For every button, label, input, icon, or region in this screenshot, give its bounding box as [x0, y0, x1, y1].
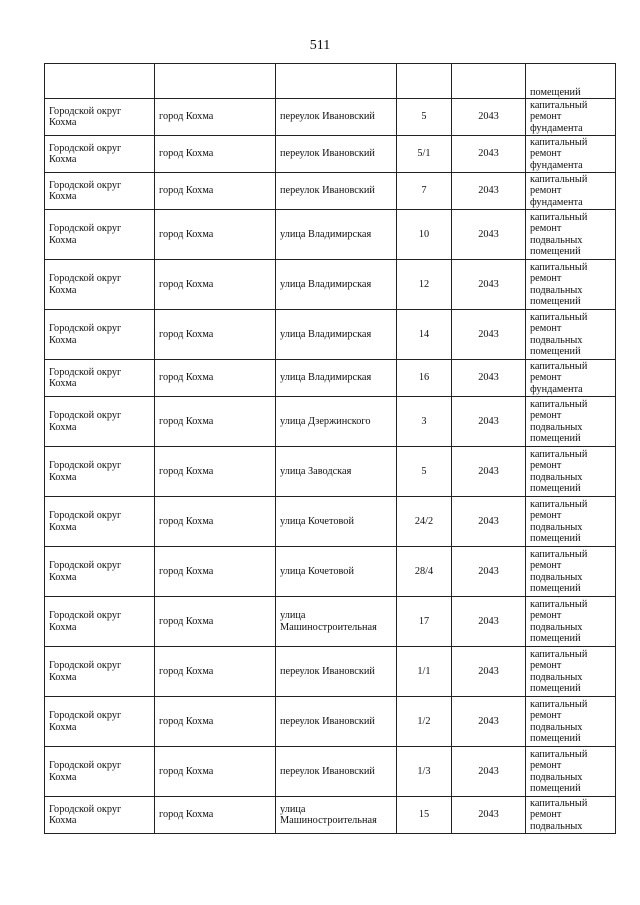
table-row — [45, 397, 616, 447]
cell-street: переулок Ивановский — [276, 99, 397, 136]
cell-street: улица Владимирская — [276, 360, 397, 397]
cell-municipality: Городской округ Кохма — [45, 260, 155, 310]
cell-work — [526, 797, 616, 834]
table-row — [45, 747, 616, 797]
cell-work — [526, 747, 616, 797]
cell-year: 2043 — [452, 260, 526, 310]
cell-year: 2043 — [452, 310, 526, 360]
cell-municipality: Городской округ Кохма — [45, 310, 155, 360]
cell-year: 2043 — [452, 397, 526, 447]
cell-work — [526, 136, 616, 173]
table-row — [45, 547, 616, 597]
table-row — [45, 697, 616, 747]
cell-city: город Кохма — [155, 797, 276, 834]
work-line: подвальных — [530, 284, 583, 296]
work-line: помещений — [530, 433, 581, 444]
cell-year: 2043 — [452, 697, 526, 747]
work-line: ремонт — [530, 223, 562, 234]
cell-street: переулок Ивановский — [276, 747, 397, 797]
cell-street: улица Владимирская — [276, 210, 397, 260]
table-row — [45, 260, 616, 310]
work-line: помещений — [530, 483, 581, 494]
work-line: помещений — [530, 733, 581, 744]
work-line: помещений — [530, 296, 581, 307]
cell-house: 7 — [397, 173, 452, 210]
cell-house: 5/1 — [397, 136, 452, 173]
table-row — [45, 173, 616, 210]
cell-year: 2043 — [452, 360, 526, 397]
work-line: помещений — [530, 533, 581, 544]
table-row — [45, 797, 616, 834]
work-line: ремонт — [530, 809, 562, 821]
work-line: ремонт — [530, 710, 562, 721]
cell-year: 2043 — [452, 647, 526, 697]
cell-work — [526, 497, 616, 547]
cell-city: город Кохма — [155, 260, 276, 310]
cell-municipality: Городской округ Кохма — [45, 99, 155, 136]
cell-city: город Кохма — [155, 647, 276, 697]
work-line: ремонт — [530, 760, 562, 771]
cell-work — [526, 310, 616, 360]
cell-street: улица Заводская — [276, 447, 397, 497]
cell-city: город Кохма — [155, 497, 276, 547]
work-line: капитальный — [530, 748, 588, 760]
work-line: помещений — [530, 246, 581, 257]
cell-municipality: Городской округ Кохма — [45, 497, 155, 547]
work-line: ремонт — [530, 372, 562, 384]
cell-street: улица Владимирская — [276, 260, 397, 310]
cell-house — [397, 64, 452, 99]
work-line: фундамента — [530, 383, 583, 395]
cell-work — [526, 99, 616, 136]
cell-municipality: Городской округ Кохма — [45, 173, 155, 210]
cell-municipality: Городской округ Кохма — [45, 360, 155, 397]
cell-year: 2043 — [452, 136, 526, 173]
register-table — [44, 63, 616, 834]
work-line: ремонт — [530, 410, 562, 421]
work-line: ремонт — [530, 560, 562, 571]
table-row — [45, 210, 616, 260]
cell-city: город Кохма — [155, 210, 276, 260]
work-line: ремонт — [530, 273, 562, 284]
cell-year: 2043 — [452, 747, 526, 797]
work-line: подвальных — [530, 671, 583, 683]
work-line: капитальный — [530, 136, 588, 148]
cell-municipality: Городской округ Кохма — [45, 136, 155, 173]
cell-house: 5 — [397, 99, 452, 136]
cell-year: 2043 — [452, 447, 526, 497]
cell-municipality: Городской округ Кохма — [45, 597, 155, 647]
cell-city: город Кохма — [155, 547, 276, 597]
work-line: ремонт — [530, 148, 562, 160]
cell-municipality: Городской округ Кохма — [45, 447, 155, 497]
work-line: фундамента — [530, 159, 583, 171]
cell-city: город Кохма — [155, 136, 276, 173]
table-row — [45, 99, 616, 136]
cell-municipality: Городской округ Кохма — [45, 747, 155, 797]
work-line: подвальных — [530, 820, 583, 832]
cell-year: 2043 — [452, 497, 526, 547]
work-line: подвальных — [530, 621, 583, 633]
cell-municipality: Городской округ Кохма — [45, 547, 155, 597]
cell-street: переулок Ивановский — [276, 136, 397, 173]
cell-city: город Кохма — [155, 360, 276, 397]
work-line: капитальный — [530, 311, 588, 323]
work-line: капитальный — [530, 448, 588, 460]
work-line: ремонт — [530, 460, 562, 471]
cell-city — [155, 64, 276, 99]
work-line: подвальных — [530, 471, 583, 483]
cell-municipality: Городской округ Кохма — [45, 647, 155, 697]
page-number: 511 — [309, 38, 331, 53]
work-line: капитальный — [530, 360, 588, 372]
cell-house: 14 — [397, 310, 452, 360]
cell-work — [526, 547, 616, 597]
table-row — [45, 597, 616, 647]
cell-work — [526, 697, 616, 747]
cell-year: 2043 — [452, 597, 526, 647]
cell-house: 3 — [397, 397, 452, 447]
cell-city: город Кохма — [155, 697, 276, 747]
cell-year: 2043 — [452, 173, 526, 210]
cell-municipality: Городской округ Кохма — [45, 797, 155, 834]
work-line: помещений — [530, 346, 581, 357]
cell-year — [452, 64, 526, 99]
work-line: помещений — [530, 583, 581, 594]
cell-year: 2043 — [452, 99, 526, 136]
cell-city: город Кохма — [155, 597, 276, 647]
cell-work — [526, 597, 616, 647]
cell-street: улица Владимирская — [276, 310, 397, 360]
work-line: капитальный — [530, 648, 588, 660]
cell-house: 24/2 — [397, 497, 452, 547]
cell-municipality: Городской округ Кохма — [45, 697, 155, 747]
work-line: ремонт — [530, 111, 562, 123]
cell-work — [526, 64, 616, 99]
work-line: капитальный — [530, 211, 588, 223]
work-line: подвальных — [530, 571, 583, 583]
cell-municipality: Городской округ Кохма — [45, 210, 155, 260]
cell-year: 2043 — [452, 210, 526, 260]
work-line: подвальных — [530, 234, 583, 246]
cell-street — [276, 64, 397, 99]
work-line: капитальный — [530, 99, 588, 111]
cell-city: город Кохма — [155, 747, 276, 797]
cell-work — [526, 210, 616, 260]
cell-year: 2043 — [452, 547, 526, 597]
work-line: помещений — [530, 633, 581, 644]
cell-house: 1/3 — [397, 747, 452, 797]
table-row — [45, 497, 616, 547]
work-line: капитальный — [530, 398, 588, 410]
work-line: подвальных — [530, 771, 583, 783]
work-line: ремонт — [530, 660, 562, 671]
cell-house: 1/2 — [397, 697, 452, 747]
work-line: капитальный — [530, 261, 588, 273]
work-line: ремонт — [530, 185, 562, 197]
cell-municipality — [45, 64, 155, 99]
work-line: подвальных — [530, 334, 583, 346]
cell-city: город Кохма — [155, 447, 276, 497]
table-row — [45, 647, 616, 697]
cell-street: улица Дзержинского — [276, 397, 397, 447]
cell-work — [526, 447, 616, 497]
cell-year: 2043 — [452, 797, 526, 834]
continuation-row — [45, 64, 616, 99]
work-line: капитальный — [530, 797, 588, 809]
table-row — [45, 447, 616, 497]
cell-house: 12 — [397, 260, 452, 310]
work-line: помещений — [530, 683, 581, 694]
work-line: подвальных — [530, 421, 583, 433]
table-row — [45, 360, 616, 397]
work-line: капитальный — [530, 598, 588, 610]
work-line: ремонт — [530, 610, 562, 621]
cell-work — [526, 397, 616, 447]
cell-house: 10 — [397, 210, 452, 260]
cell-house: 16 — [397, 360, 452, 397]
work-line: подвальных — [530, 721, 583, 733]
cell-street: переулок Ивановский — [276, 647, 397, 697]
cell-city: город Кохма — [155, 173, 276, 210]
work-line: капитальный — [530, 498, 588, 510]
cell-city: город Кохма — [155, 397, 276, 447]
work-line: помещений — [530, 783, 581, 794]
cell-street: улица Кочетовой — [276, 497, 397, 547]
work-line: капитальный — [530, 698, 588, 710]
cell-house: 5 — [397, 447, 452, 497]
register-table-body — [45, 64, 616, 834]
cell-municipality: Городской округ Кохма — [45, 397, 155, 447]
cell-house: 28/4 — [397, 547, 452, 597]
work-line: подвальных — [530, 521, 583, 533]
cell-work — [526, 173, 616, 210]
cell-street: улица Машиностроительная — [276, 797, 397, 834]
cell-city: город Кохма — [155, 310, 276, 360]
cell-street: улица Машиностроительная — [276, 597, 397, 647]
cell-house: 17 — [397, 597, 452, 647]
work-line: капитальный — [530, 548, 588, 560]
cell-house: 15 — [397, 797, 452, 834]
work-line: капитальный — [530, 173, 588, 185]
cell-street: переулок Ивановский — [276, 173, 397, 210]
work-line: ремонт — [530, 323, 562, 334]
work-line: фундамента — [530, 196, 583, 208]
work-line: помещений — [530, 86, 581, 98]
cell-city: город Кохма — [155, 99, 276, 136]
cell-house: 1/1 — [397, 647, 452, 697]
cell-street: переулок Ивановский — [276, 697, 397, 747]
cell-street: улица Кочетовой — [276, 547, 397, 597]
cell-work — [526, 360, 616, 397]
cell-work — [526, 260, 616, 310]
work-line: фундамента — [530, 122, 583, 134]
cell-work — [526, 647, 616, 697]
table-row — [45, 136, 616, 173]
work-line: ремонт — [530, 510, 562, 521]
table-row — [45, 310, 616, 360]
